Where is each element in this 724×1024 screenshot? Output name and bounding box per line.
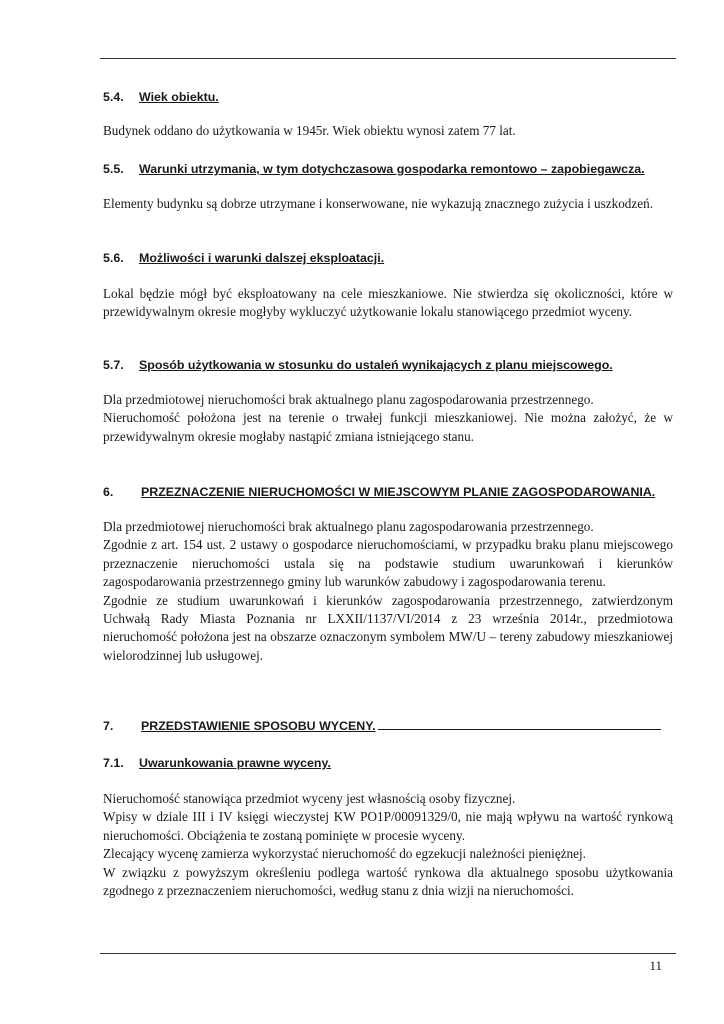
paragraph-line: Zgodnie ze studium uwarunkowań i kierunków zagospodarowania przestrzennego, zatwierdzonym Uchwałą Rady Miasta Poznania nr LXXII/1137/VI/2014 z 23 września 2014r., przedmiotowa nieruchomość położona jest na obszarze oznaczonym symbolem MW/U – tereny zabudowy mieszkaniowej wielorodzinnej lub usługowej. <box>103 592 673 663</box>
section-5-4-body: Budynek oddano do użytkowania w 1945r. Wiek obiektu wynosi zatem 77 lat. <box>103 123 516 138</box>
section-heading-5-6 <box>103 250 673 267</box>
section-heading-7-1 <box>103 755 673 772</box>
paragraph-line: Dla przedmiotowej nieruchomości brak aktualnego planu zagospodarowania przestrzennego. <box>103 392 594 407</box>
page-number: 11 <box>649 958 662 973</box>
paragraph-line: Nieruchomość położona jest na terenie o trwałej funkcji mieszkaniowej. Nie można założyć, że w przewidywalnym okresie mogłaby nastąpić zmiana istniejącego stanu. <box>103 410 673 444</box>
header-rule <box>100 58 676 59</box>
section-heading-6 <box>103 484 673 501</box>
section-7-1-body <box>103 790 673 900</box>
footer-rule <box>100 953 676 954</box>
section-number: 7. <box>103 719 114 733</box>
paragraph-line: Wpisy w dziale III i IV księgi wieczystej KW PO1P/00091329/0, nie mają wpływu na wartość rynkową nieruchomości. Obciążenia te zostaną pominięte w procesie wyceny. <box>103 809 673 843</box>
section-number: 7.1. <box>103 756 124 770</box>
section-5-6-body: Lokal będzie mógł być eksploatowany na cele mieszkaniowe. Nie stwierdza się okoliczności, które w przewidywalnym okresie mogłyby wykluczyć użytkowanie lokalu stanowiącego przedmiot wyceny. <box>103 286 673 320</box>
paragraph-line: Zlecający wycenę zamierza wykorzystać nieruchomość do egzekucji należności pieniężnej. <box>103 846 586 862</box>
section-number: 5.6. <box>103 251 124 265</box>
section-heading-5-5 <box>103 161 673 178</box>
section-5-7-body <box>103 391 673 446</box>
paragraph-line: Zgodnie z art. 154 ust. 2 ustawy o gospodarce nieruchomościami, w przypadku braku planu miejscowego przeznaczenie nieruchomości ustala się na podstawie studium uwarunkowań i kierunków zagospodarowania przestrzennego gminy lub warunków zabudowy i zagospodarowania terenu. <box>103 537 673 590</box>
section-5-5-body: Elementy budynku są dobrze utrzymane i konserwowane, nie wykazują znacznego zużycia i uszkodzeń. <box>103 196 653 211</box>
section-title: Uwarunkowania prawne wyceny. <box>139 756 331 770</box>
section-title: PRZEZNACZENIE NIERUCHOMOŚCI W MIEJSCOWYM PLANIE ZAGOSPODAROWANIA. <box>141 485 656 499</box>
paragraph-line: Dla przedmiotowej nieruchomości brak aktualnego planu zagospodarowania przestrzennego. <box>103 519 594 534</box>
section-title: Możliwości i warunki dalszej eksploatacji. <box>139 251 385 265</box>
section-number: 5.5. <box>103 162 124 176</box>
section-number: 6. <box>103 485 114 499</box>
heading-underline-extension <box>378 717 661 730</box>
section-number: 5.7. <box>103 358 124 372</box>
section-heading-5-4 <box>103 89 673 106</box>
section-title: Wiek obiektu. <box>139 90 219 104</box>
paragraph-line: W związku z powyższym określeniu podlega wartość rynkowa dla aktualnego sposobu użytkowania zgodnego z przeznaczeniem nieruchomości, według stanu z dnia wizji na nieruchomości. <box>103 864 673 899</box>
section-heading-5-7 <box>103 357 673 374</box>
section-number: 5.4. <box>103 90 124 104</box>
section-6-body <box>103 518 673 665</box>
section-title: Warunki utrzymania, w tym dotychczasowa gospodarka remontowo – zapobiegawcza. <box>139 162 645 176</box>
paragraph-line: Nieruchomość stanowiąca przedmiot wyceny jest własnością osoby fizycznej. <box>103 791 516 806</box>
section-heading-7 <box>103 717 673 735</box>
section-title: PRZEDSTAWIENIE SPOSOBU WYCENY. <box>141 719 376 733</box>
section-title: Sposób użytkowania w stosunku do ustaleń wynikających z planu miejscowego. <box>139 358 613 372</box>
